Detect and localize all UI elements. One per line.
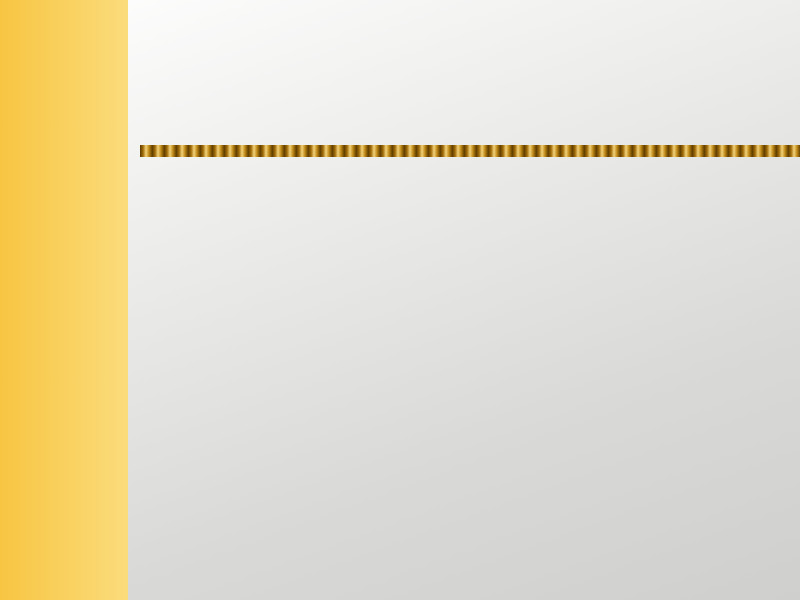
gold-divider <box>140 145 800 157</box>
sun-decorations <box>0 0 128 600</box>
left-decorative-band <box>0 0 128 600</box>
